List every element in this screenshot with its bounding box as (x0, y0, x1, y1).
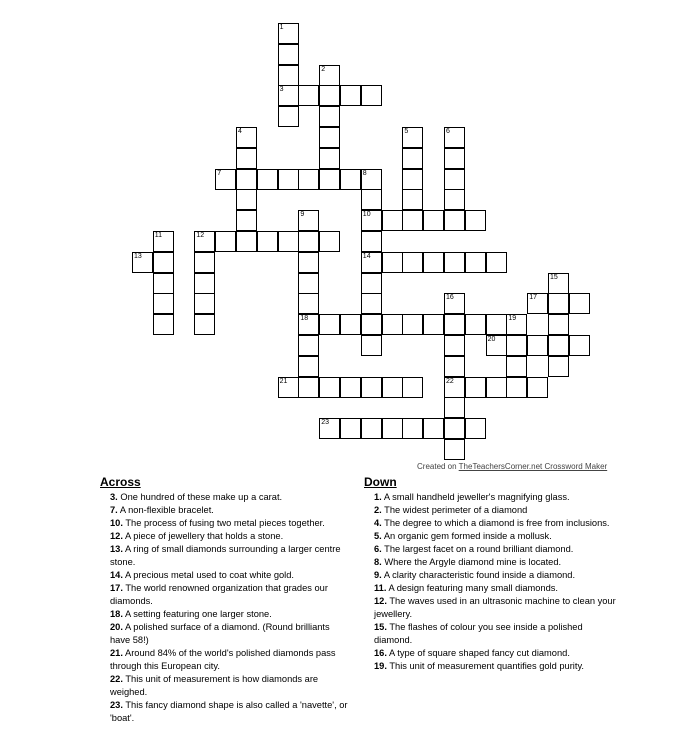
grid-cell[interactable] (548, 356, 569, 377)
grid-cell[interactable] (361, 252, 382, 273)
clue-number: 1 (279, 24, 284, 31)
grid-cell[interactable] (465, 377, 486, 398)
grid-cell[interactable] (402, 418, 423, 439)
clue-item (100, 699, 352, 725)
grid-cell[interactable] (257, 169, 278, 190)
clue-num: 12. (110, 531, 123, 541)
credit-line (417, 462, 607, 471)
grid-cell[interactable] (465, 252, 486, 273)
grid-cell[interactable] (236, 210, 257, 231)
clue-item (364, 556, 620, 569)
grid-cell[interactable] (444, 293, 465, 314)
clue-text: This fancy diamond shape is also called a 'navette', or 'boat'. (110, 700, 348, 723)
grid-cell[interactable] (465, 210, 486, 231)
grid-cell[interactable] (278, 23, 299, 44)
grid-cell[interactable] (548, 273, 569, 294)
grid-cell[interactable] (298, 210, 319, 231)
grid-cell[interactable] (361, 85, 382, 106)
grid-cell[interactable] (153, 293, 174, 314)
grid-cell[interactable] (340, 85, 361, 106)
clue-num: 7. (110, 505, 118, 515)
clue-text: A setting featuring one larger stone. (122, 609, 272, 619)
clue-num: 21. (110, 648, 123, 658)
grid-cell[interactable] (319, 85, 340, 106)
grid-cell[interactable] (382, 252, 403, 273)
clue-num: 20. (110, 622, 123, 632)
grid-cell[interactable] (236, 189, 257, 210)
clue-number: 17 (529, 294, 537, 302)
clue-num: 11. (374, 583, 387, 593)
clue-text: This unit of measurement is how diamonds are weighed. (110, 674, 319, 697)
grid-cell[interactable] (278, 44, 299, 65)
grid-cell[interactable] (444, 189, 465, 210)
grid-cell[interactable] (402, 169, 423, 190)
clue-text: An organic gem formed inside a mollusk. (381, 531, 552, 541)
grid-cell[interactable] (444, 252, 465, 273)
credit-prefix: Created on (417, 462, 459, 471)
clue-text: A ring of small diamonds surrounding a larger centre stone. (110, 544, 341, 567)
grid-cell[interactable] (319, 148, 340, 169)
grid-cell[interactable] (236, 127, 257, 148)
grid-cell[interactable] (444, 397, 465, 418)
clue-num: 23. (110, 700, 123, 710)
clue-number: 20 (487, 336, 496, 343)
grid-cell[interactable] (402, 148, 423, 169)
clue-num: 14. (110, 570, 123, 580)
grid-cell[interactable] (423, 210, 444, 231)
grid-cell[interactable] (236, 231, 257, 252)
grid-cell[interactable] (278, 65, 299, 86)
clue-num: 17. (110, 583, 123, 593)
clue-num: 2. (374, 505, 382, 515)
clue-item (364, 660, 620, 673)
clue-number: 8 (362, 169, 367, 177)
grid-cell[interactable] (153, 252, 174, 273)
clue-number: 6 (446, 128, 450, 135)
clue-text: The widest perimeter of a diamond (381, 505, 528, 515)
clue-item (100, 517, 352, 530)
clue-item (364, 582, 620, 595)
grid-cell[interactable] (194, 273, 215, 294)
grid-cell[interactable] (402, 252, 423, 273)
clue-num: 9. (374, 570, 382, 580)
grid-cell[interactable] (506, 377, 527, 398)
clue-num: 22. (110, 674, 123, 684)
clue-number: 14 (362, 252, 371, 260)
clue-item (364, 491, 620, 504)
clue-number: 4 (238, 128, 242, 135)
clue-item (364, 647, 620, 660)
clue-text: A small handheld jeweller's magnifying glass. (381, 492, 570, 502)
grid-cell[interactable] (340, 169, 361, 190)
clue-number: 22 (446, 377, 454, 385)
grid-cell[interactable] (319, 231, 340, 252)
grid-cell[interactable] (298, 314, 319, 335)
clue-text: Around 84% of the world's polished diamonds pass through this European city. (110, 648, 336, 671)
clue-number: 12 (196, 232, 205, 239)
clue-text: A polished surface of a diamond. (Round brilliants have 58!) (110, 622, 330, 645)
grid-cell[interactable] (319, 314, 340, 335)
grid-cell[interactable] (340, 377, 361, 398)
grid-cell[interactable] (444, 356, 465, 377)
grid-cell[interactable] (402, 189, 423, 210)
grid-cell[interactable] (402, 377, 423, 398)
grid-cell[interactable] (444, 148, 465, 169)
grid-cell[interactable] (194, 314, 215, 335)
grid-cell[interactable] (486, 335, 507, 356)
grid-cell[interactable] (444, 169, 465, 190)
clue-num: 12. (374, 596, 387, 606)
clue-item (364, 543, 620, 556)
down-clue-list (364, 491, 620, 673)
grid-cell[interactable] (444, 314, 465, 335)
clue-num: 15. (374, 622, 387, 632)
grid-cell[interactable] (361, 210, 382, 231)
clue-number: 23 (321, 419, 329, 427)
clue-number: 21 (279, 377, 288, 385)
clue-item (364, 530, 620, 543)
clue-num: 3. (110, 492, 118, 502)
grid-cell[interactable] (132, 252, 153, 273)
across-clue-list (100, 491, 352, 725)
grid-cell[interactable] (236, 169, 257, 190)
clue-text: The process of fusing two metal pieces together. (122, 518, 325, 528)
grid-cell[interactable] (486, 377, 507, 398)
grid-cell[interactable] (319, 418, 340, 439)
grid-cell[interactable] (298, 231, 319, 252)
grid-cell[interactable] (506, 335, 527, 356)
grid-cell[interactable] (298, 85, 319, 106)
grid-cell[interactable] (527, 293, 548, 314)
grid-cell[interactable] (257, 231, 278, 252)
clue-text: A precious metal used to coat white gold. (122, 570, 294, 580)
grid-cell[interactable] (444, 418, 465, 439)
grid-cell[interactable] (444, 210, 465, 231)
grid-cell[interactable] (361, 418, 382, 439)
grid-cell[interactable] (236, 148, 257, 169)
clue-num: 5. (374, 531, 382, 541)
down-clues (364, 475, 620, 673)
clue-num: 10. (110, 518, 123, 528)
grid-cell[interactable] (319, 106, 340, 127)
grid-cell[interactable] (402, 314, 423, 335)
grid-cell[interactable] (382, 377, 403, 398)
clue-number: 3 (279, 86, 284, 94)
clue-number: 19 (508, 315, 517, 323)
clue-item (364, 569, 620, 582)
clue-text: The flashes of colour you see inside a polished diamond. (374, 622, 583, 645)
grid-cell[interactable] (402, 210, 423, 231)
grid-cell[interactable] (298, 273, 319, 294)
clue-text: A non-flexible bracelet. (117, 505, 214, 515)
clue-number: 10 (362, 211, 371, 219)
clue-number: 5 (404, 128, 409, 135)
grid-cell[interactable] (319, 169, 340, 190)
grid-cell[interactable] (194, 293, 215, 314)
grid-cell[interactable] (319, 65, 340, 86)
clue-text: The largest facet on a round brilliant diamond. (381, 544, 574, 554)
grid-cell[interactable] (548, 335, 569, 356)
grid-cell[interactable] (361, 377, 382, 398)
grid-cell[interactable] (423, 252, 444, 273)
grid-cell[interactable] (153, 314, 174, 335)
clue-item (100, 530, 352, 543)
grid-cell[interactable] (361, 231, 382, 252)
clue-text: One hundred of these make up a carat. (117, 492, 283, 502)
clue-num: 16. (374, 648, 387, 658)
across-clues (100, 475, 352, 725)
grid-cell[interactable] (278, 85, 299, 106)
grid-cell[interactable] (444, 439, 465, 460)
grid-cell[interactable] (506, 314, 527, 335)
clue-number: 18 (300, 315, 309, 323)
grid-cell[interactable] (361, 169, 382, 190)
clue-item (100, 491, 352, 504)
clue-num: 8. (374, 557, 382, 567)
clue-num: 4. (374, 518, 382, 528)
grid-cell[interactable] (423, 314, 444, 335)
grid-cell[interactable] (548, 314, 569, 335)
grid-cell[interactable] (423, 418, 444, 439)
grid-cell[interactable] (278, 231, 299, 252)
across-heading: Across (100, 475, 141, 489)
grid-cell[interactable] (465, 418, 486, 439)
clue-text: A piece of jewellery that holds a stone. (122, 531, 284, 541)
clue-item (100, 582, 352, 608)
grid-cell[interactable] (319, 127, 340, 148)
clue-item (100, 621, 352, 647)
grid-cell[interactable] (298, 293, 319, 314)
clue-number: 11 (154, 232, 163, 239)
grid-cell[interactable] (215, 169, 236, 190)
grid-cell[interactable] (569, 335, 590, 356)
grid-cell[interactable] (194, 252, 215, 273)
grid-cell[interactable] (382, 210, 403, 231)
clue-item (100, 543, 352, 569)
clue-text: A clarity characteristic found inside a diamond. (381, 570, 576, 580)
clue-text: The world renowned organization that grades our diamonds. (110, 583, 328, 606)
clue-text: The degree to which a diamond is free from inclusions. (381, 518, 610, 528)
clue-item (364, 595, 620, 621)
grid-cell[interactable] (319, 377, 340, 398)
grid-cell[interactable] (569, 293, 590, 314)
credit-link[interactable]: TheTeachersCorner.net Crossword Maker (458, 462, 608, 471)
grid-cell[interactable] (340, 314, 361, 335)
clue-item (100, 647, 352, 673)
clue-item (364, 621, 620, 647)
grid-cell[interactable] (361, 273, 382, 294)
grid-cell[interactable] (506, 356, 527, 377)
clue-text: A type of square shaped fancy cut diamond. (386, 648, 570, 658)
grid-cell[interactable] (278, 169, 299, 190)
grid-cell[interactable] (298, 169, 319, 190)
clue-number: 9 (300, 211, 305, 219)
clue-num: 6. (374, 544, 382, 554)
clue-text: This unit of measurement quantifies gold purity. (386, 661, 584, 671)
grid-cell[interactable] (548, 293, 569, 314)
grid-cell[interactable] (278, 106, 299, 127)
grid-cell[interactable] (382, 418, 403, 439)
clue-number: 2 (321, 65, 326, 73)
clue-num: 19. (374, 661, 387, 671)
clue-item (100, 673, 352, 699)
grid-cell[interactable] (153, 231, 174, 252)
grid-cell[interactable] (298, 335, 319, 356)
grid-cell[interactable] (153, 273, 174, 294)
clue-item (364, 504, 620, 517)
grid-cell[interactable] (298, 377, 319, 398)
grid-cell[interactable] (444, 377, 465, 398)
clue-num: 1. (374, 492, 382, 502)
clue-text: Where the Argyle diamond mine is located. (381, 557, 562, 567)
clue-number: 15 (550, 273, 558, 281)
clue-number: 13 (134, 252, 142, 260)
clue-item (100, 504, 352, 517)
grid-cell[interactable] (527, 377, 548, 398)
grid-cell[interactable] (340, 418, 361, 439)
grid-cell[interactable] (465, 314, 486, 335)
grid-cell[interactable] (361, 314, 382, 335)
grid-cell[interactable] (361, 335, 382, 356)
clue-text: A design featuring many small diamonds. (386, 583, 558, 593)
grid-cell[interactable] (444, 127, 465, 148)
clue-num: 13. (110, 544, 123, 554)
clue-item (100, 569, 352, 582)
grid-cell[interactable] (486, 252, 507, 273)
grid-cell[interactable] (194, 231, 215, 252)
clue-item (100, 608, 352, 621)
grid-cell[interactable] (298, 356, 319, 377)
down-heading: Down (364, 475, 397, 489)
clue-text: The waves used in an ultrasonic machine to clean your jewellery. (374, 596, 616, 619)
clue-number: 16 (446, 294, 454, 302)
clue-num: 18. (110, 609, 123, 619)
clue-item (364, 517, 620, 530)
grid-cell[interactable] (361, 293, 382, 314)
grid-cell[interactable] (527, 335, 548, 356)
grid-cell[interactable] (361, 189, 382, 210)
grid-cell[interactable] (278, 377, 299, 398)
grid-cell[interactable] (402, 127, 423, 148)
grid-cell[interactable] (382, 314, 403, 335)
clue-number: 7 (217, 169, 222, 177)
grid-cell[interactable] (215, 231, 236, 252)
grid-cell[interactable] (298, 252, 319, 273)
grid-cell[interactable] (486, 314, 507, 335)
grid-cell[interactable] (444, 335, 465, 356)
